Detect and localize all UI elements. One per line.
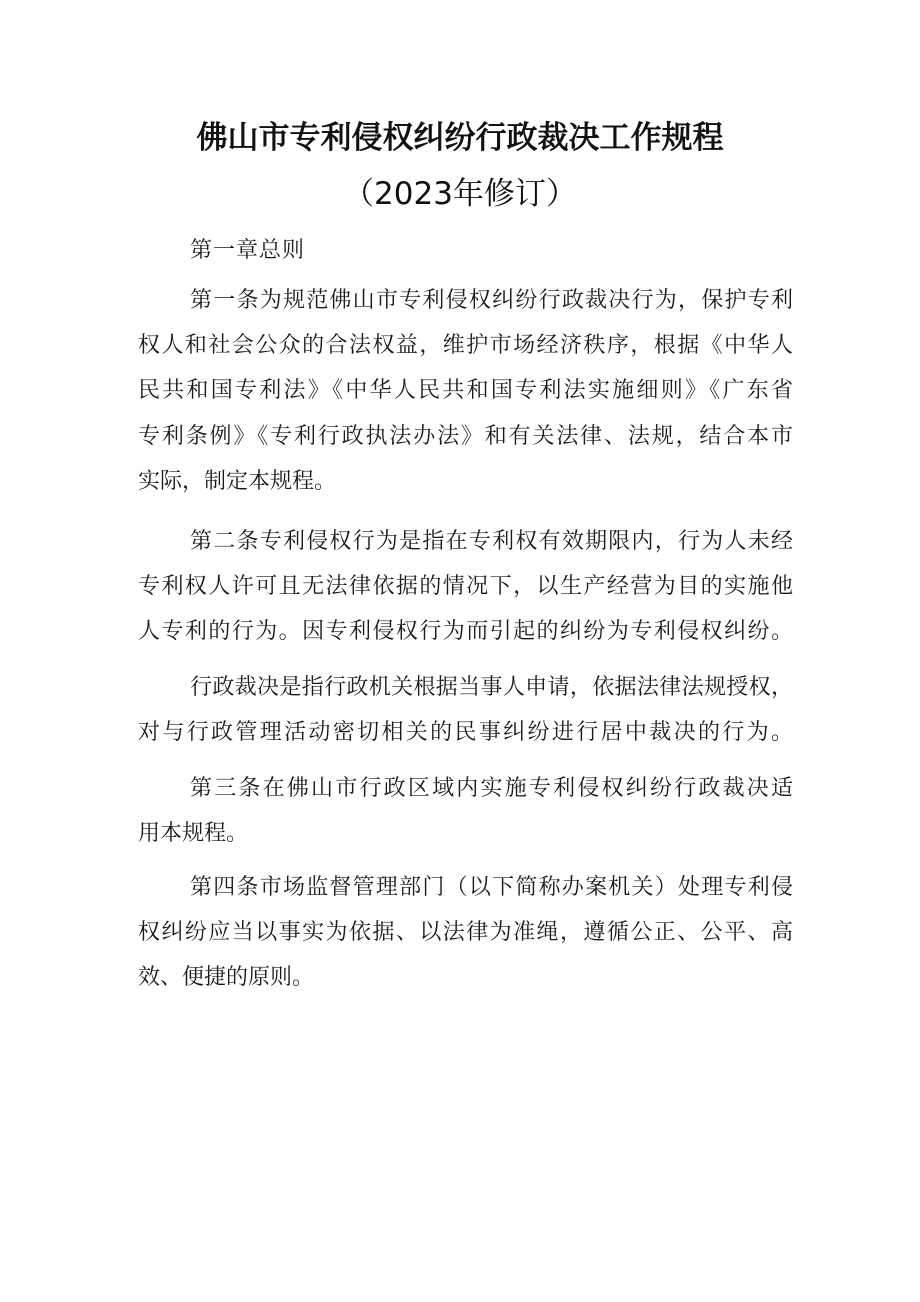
paragraph-line: 对与行政管理活动密切相关的民事纠纷进行居中裁决的行为。 [138, 720, 793, 746]
article-paragraph [138, 865, 793, 1001]
paragraph-line: 权纠纷应当以事实为依据、以法律为准绳，遵循公正、公平、高 [138, 920, 793, 946]
paragraph-line: 人专利的行为。因专利侵权行为而引起的纠纷为专利侵权纠纷。 [138, 619, 793, 645]
article-paragraph [138, 766, 793, 856]
document-title: 佛山市专利侵权纠纷行政裁决工作规程 [196, 120, 724, 156]
chapter-heading: 第一章总则 [190, 238, 306, 263]
paragraph-line: 第三条在佛山市行政区域内实施专利侵权纠纷行政裁决适 [190, 776, 793, 801]
paragraph-line: 效、便捷的原则。 [138, 965, 315, 991]
document-subtitle: （2023年修订） [343, 176, 577, 212]
article-paragraph [138, 519, 793, 655]
paragraph-line: 实际，制定本规程。 [138, 468, 337, 494]
paragraph-line: 第一条为规范佛山市专利侵权纠纷行政裁决行为，保护专利 [190, 288, 793, 313]
article-paragraph [138, 665, 793, 755]
article-paragraph [138, 278, 793, 504]
paragraph-line: 用本规程。 [138, 821, 249, 847]
paragraph-line: 专利条例》《专利行政执法办法》和有关法律、法规，结合本市 [138, 423, 793, 449]
paragraph-line: 第二条专利侵权行为是指在专利权有效期限内，行为人未经 [190, 529, 793, 554]
paragraph-line: 第四条市场监督管理部门（以下简称办案机关）处理专利侵 [190, 875, 793, 900]
paragraph-line: 行政裁决是指行政机关根据当事人申请，依据法律法规授权， [190, 675, 793, 700]
paragraph-line: 专利权人许可且无法律依据的情况下，以生产经营为目的实施他 [138, 574, 793, 600]
paragraph-line: 民共和国专利法》《中华人民共和国专利法实施细则》《广东省 [138, 378, 793, 404]
paragraph-line: 权人和社会公众的合法权益，维护市场经济秩序，根据《中华人 [138, 333, 793, 359]
